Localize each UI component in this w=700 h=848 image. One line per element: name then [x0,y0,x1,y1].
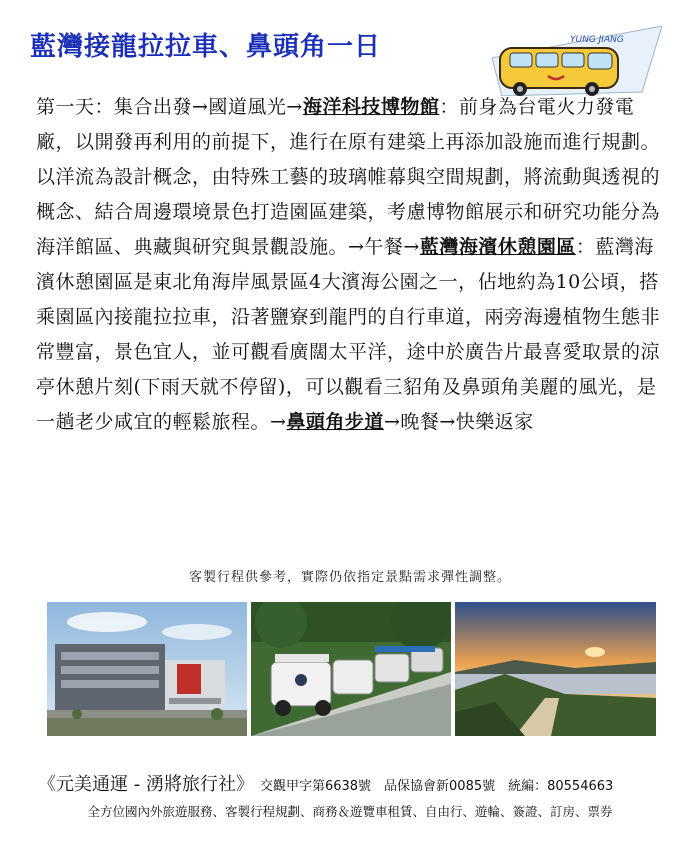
svg-text:YUNG JIANG: YUNG JIANG [570,35,624,45]
cart-photo [251,602,451,736]
itinerary-note: 客製行程供參考，實際仍依指定景點需求彈性調整。 [188,570,511,585]
license-info: 交觀甲字第6638號 品保協會新0085號 統編：80554663 [259,779,614,794]
itinerary-segment: ：藍灣海濱休憩園區是東北角海岸風景區4大濱海公園之一，佔地約為10公頃，搭乘園區內接龍拉拉車，沿著鹽寮到龍門的自行車道，兩旁海邊植物生態非常豐富，景色宜人，並可觀看廣闊太平洋，途中於廣告片最喜愛取景的涼亭休憩片刻(下雨天就不停留)，可以觀看三貂角及鼻頭角美麗的風光，是一趟老少咸宜的輕鬆旅程。→ [36,236,661,433]
page-title: 藍灣接龍拉拉車、鼻頭角一日 [30,32,382,62]
bus-logo-icon [492,26,670,96]
highlight-bay-park: 藍灣海濱休憩園區 [419,236,576,258]
highlight-museum: 海洋科技博物館 [302,96,440,118]
bus-logo [492,26,670,96]
highlight-trail: 鼻頭角步道 [286,411,384,433]
company-info [38,770,678,796]
museum-photo [47,602,247,736]
itinerary-segment: 第一天：集合出發→國道風光→ [36,96,303,118]
itinerary-text [36,90,668,440]
services-list: 全方位國內外旅遊服務、客製行程規劃、商務＆遊覽車租賃、自由行、遊輪、簽證、訂房、票券 [87,804,613,819]
itinerary-segment: ：前身為台電火力發電廠，以開發再利用的前提下，進行在原有建築上再添加設施而進行規劃。以洋流為設計概念，由特殊工藝的玻璃帷幕與空間規劃，將流動與透視的概念、結合周邊環境景色打造園區建築，考慮博物館展示和研究功能分為海洋館區、典藏與研究與景觀設施。→午餐→ [36,96,661,258]
itinerary-segment: →晚餐→快樂返家 [383,411,534,433]
company-name: 《元美通運 - 湧將旅行社》 [38,774,254,795]
trail-photo [455,602,656,736]
